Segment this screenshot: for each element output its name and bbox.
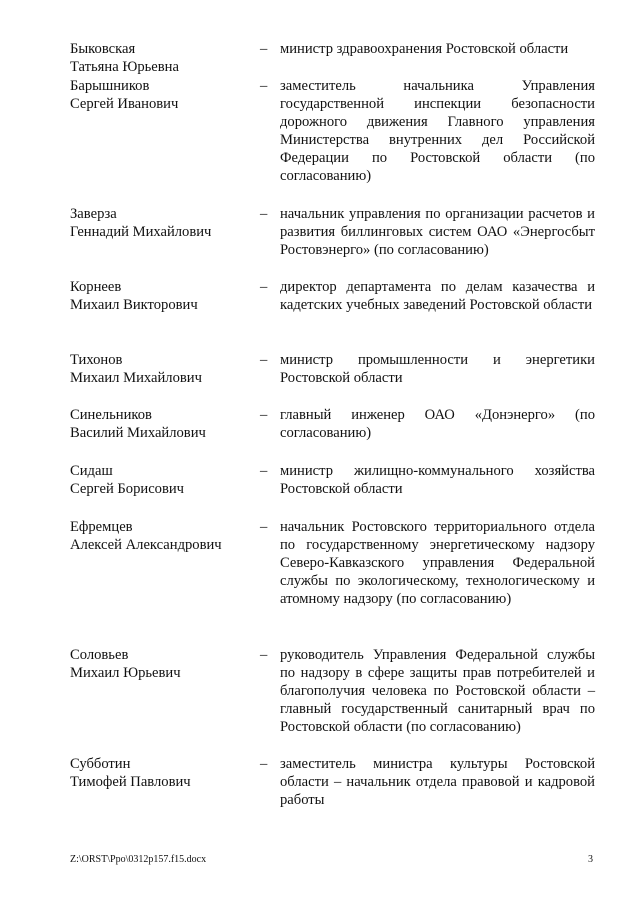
dash-separator: –	[260, 78, 268, 94]
dash-separator: –	[260, 519, 268, 535]
member-surname: Синельников	[70, 407, 152, 423]
member-position: министр промышленности и энергетики Ростовской области	[280, 352, 595, 386]
member-position: начальник управления по организации расчетов и развития биллинговых систем ОАО «Энергосбыт Ростовэнерго» (по согласованию)	[280, 206, 595, 258]
member-position: главный инженер ОАО «Донэнерго» (по согласованию)	[280, 407, 595, 441]
dash-separator: –	[260, 352, 268, 368]
member-given-name: Тимофей Павлович	[70, 774, 191, 790]
member-name	[70, 406, 250, 442]
member-position: директор департамента по делам казачества и кадетских учебных заведений Ростовской области	[280, 279, 595, 313]
member-given-name: Василий Михайлович	[70, 425, 206, 441]
member-given-name: Сергей Иванович	[70, 96, 179, 112]
member-surname: Заверза	[70, 206, 117, 222]
member-position: заместитель министра культуры Ростовской области – начальник отдела правовой и кадровой работы	[280, 756, 595, 808]
member-given-name: Геннадий Михайлович	[70, 224, 212, 240]
member-surname: Быковская	[70, 41, 136, 57]
member-position: министр жилищно-коммунального хозяйства Ростовской области	[280, 463, 595, 497]
dash-separator: –	[260, 407, 268, 423]
member-given-name: Михаил Михайлович	[70, 370, 202, 386]
member-name	[70, 278, 250, 314]
member-given-name: Михаил Викторович	[70, 297, 198, 313]
dash-separator: –	[260, 41, 268, 57]
page-number: 3	[588, 854, 593, 865]
dash-separator: –	[260, 279, 268, 295]
member-name	[70, 40, 250, 76]
member-name	[70, 351, 250, 387]
member-surname: Корнеев	[70, 279, 122, 295]
member-surname: Тихонов	[70, 352, 123, 368]
member-surname: Сидаш	[70, 463, 113, 479]
dash-separator: –	[260, 206, 268, 222]
dash-separator: –	[260, 647, 268, 663]
member-surname: Субботин	[70, 756, 131, 772]
dash-separator: –	[260, 756, 268, 772]
member-given-name: Сергей Борисович	[70, 481, 185, 497]
member-name	[70, 77, 250, 113]
footer-file-path: Z:\ORST\Ppo\0312p157.f15.docx	[70, 854, 207, 865]
member-position: начальник Ростовского территориального отдела по государственному энергетическому надзору Северо-Кавказского управления Федеральной службы по экологическому, технологическому и атомному надзору (по согласованию)	[280, 519, 595, 607]
member-position: руководитель Управления Федеральной службы по надзору в сфере защиты прав потребителей и благополучия человека по Ростовской области – главный государственный санитарный врач по Ростовской области (по согласованию)	[280, 647, 595, 735]
member-name	[70, 205, 250, 241]
dash-separator: –	[260, 463, 268, 479]
member-surname: Барышников	[70, 78, 150, 94]
member-given-name: Михаил Юрьевич	[70, 665, 181, 681]
member-name	[70, 755, 250, 791]
member-name	[70, 646, 250, 682]
member-position: заместитель начальника Управления государственной инспекции безопасности дорожного движения Главного управления Министерства внутренних дел Российской Федерации по Ростовской области (по согласованию)	[280, 78, 595, 184]
member-surname: Ефремцев	[70, 519, 133, 535]
member-surname: Соловьев	[70, 647, 129, 663]
member-name	[70, 518, 250, 554]
member-name	[70, 462, 250, 498]
member-position: министр здравоохранения Ростовской области	[280, 41, 569, 57]
member-given-name: Татьяна Юрьевна	[70, 59, 179, 75]
member-given-name: Алексей Александрович	[70, 537, 222, 553]
